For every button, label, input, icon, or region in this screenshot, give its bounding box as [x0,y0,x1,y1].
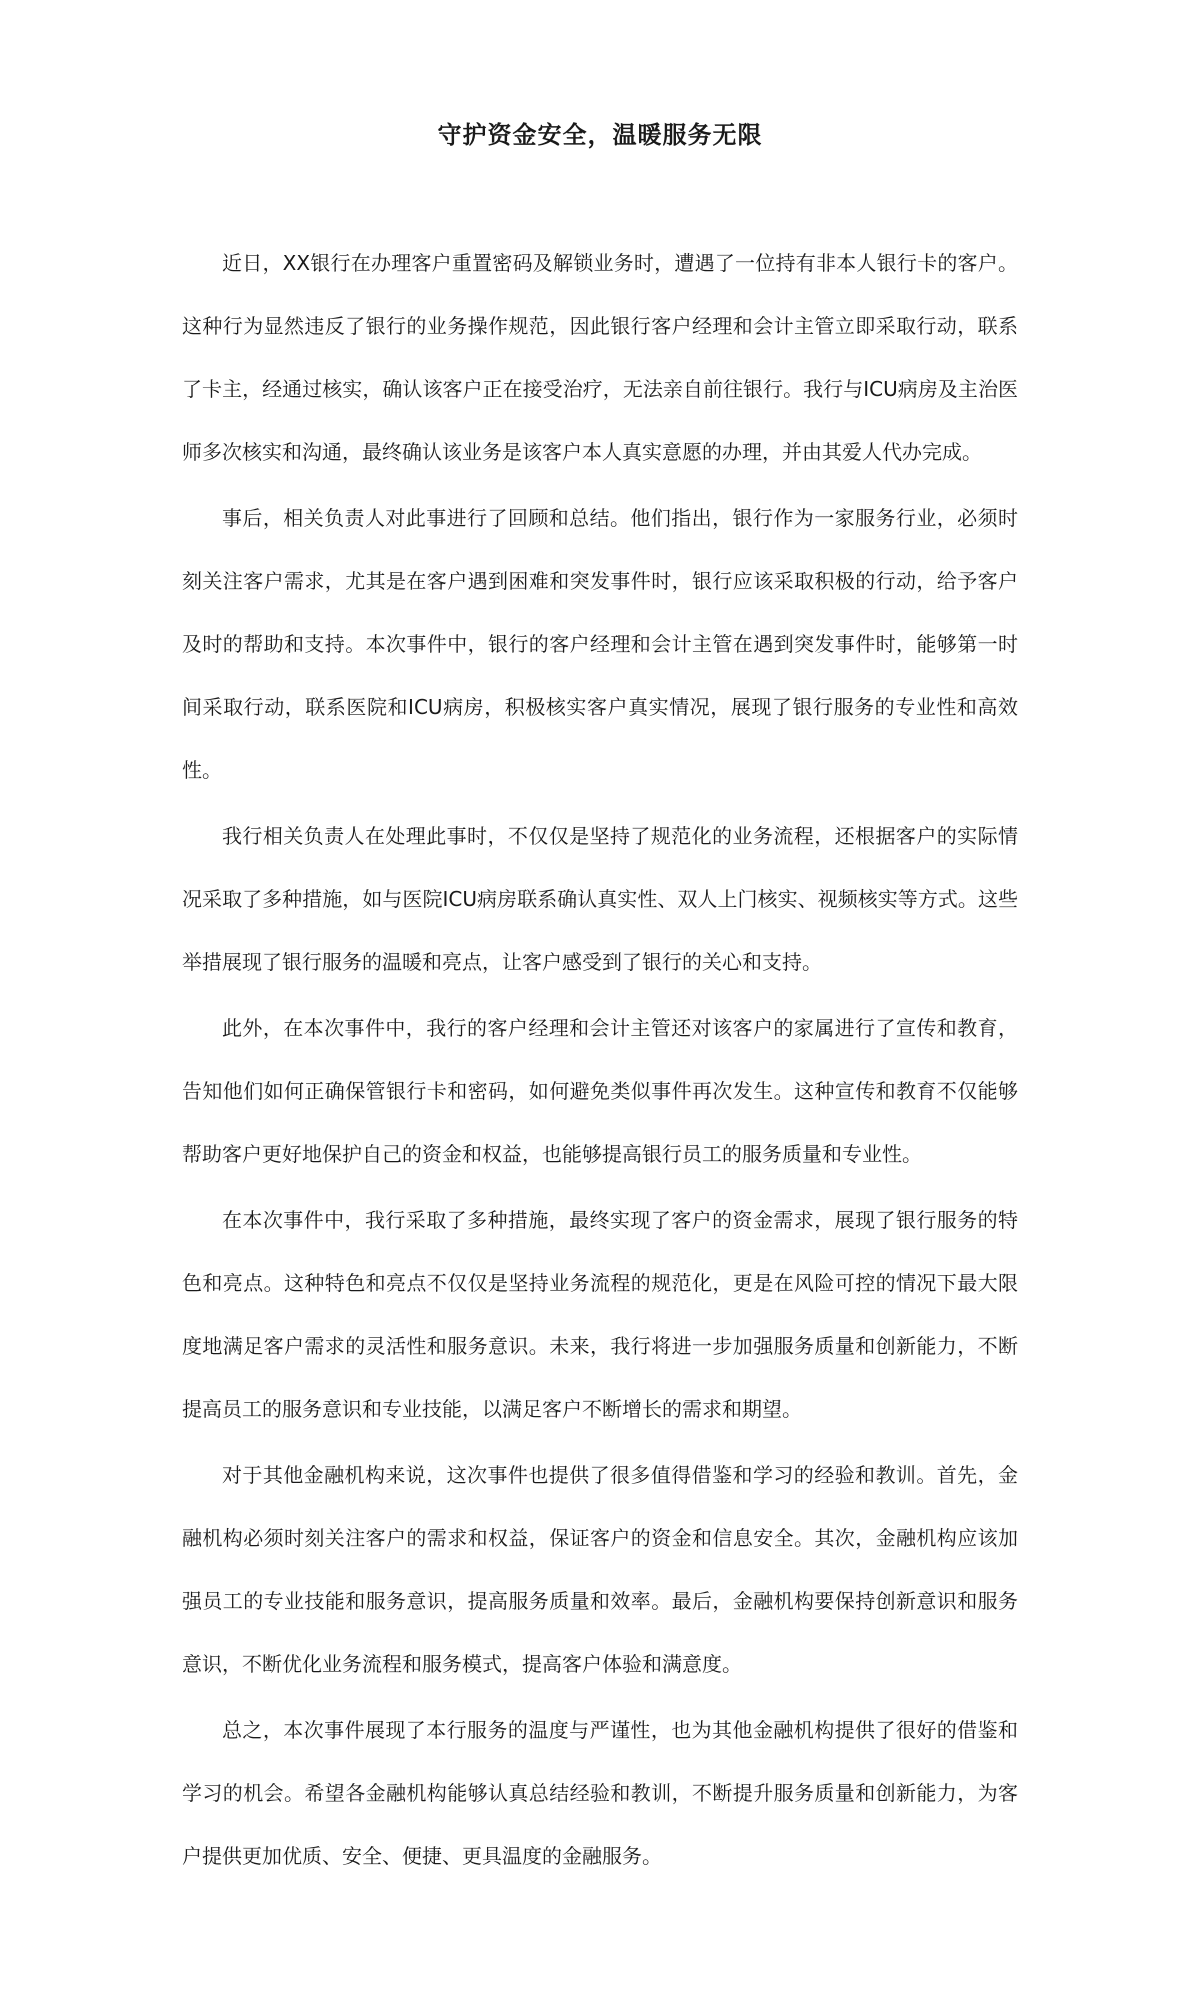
paragraph: 总之，本次事件展现了本行服务的温度与严谨性，也为其他金融机构提供了很好的借鉴和学习的机会。希望各金融机构能够认真总结经验和教训，不断提升服务质量和创新能力，为客户提供更加优质、安全、便捷、更具温度的金融服务。 [182,1718,1018,1868]
paragraph: 我行相关负责人在处理此事时，不仅仅是坚持了规范化的业务流程，还根据客户的实际情况采取了多种措施，如与医院ICU病房联系确认真实性、双人上门核实、视频核实等方式。这些举措展现了银行服务的温暖和亮点，让客户感受到了银行的关心和支持。 [182,824,1018,974]
paragraph: 事后，相关负责人对此事进行了回顾和总结。他们指出，银行作为一家服务行业，必须时刻关注客户需求，尤其是在客户遇到困难和突发事件时，银行应该采取积极的行动，给予客户及时的帮助和支持。本次事件中，银行的客户经理和会计主管在遇到突发事件时，能够第一时间采取行动，联系医院和ICU病房，积极核实客户真实情况，展现了银行服务的专业性和高效性。 [182,506,1018,782]
document-title: 守护资金安全，温暖服务无限 [437,121,763,149]
paragraph: 在本次事件中，我行采取了多种措施，最终实现了客户的资金需求，展现了银行服务的特色和亮点。这种特色和亮点不仅仅是坚持业务流程的规范化，更是在风险可控的情况下最大限度地满足客户需求的灵活性和服务意识。未来，我行将进一步加强服务质量和创新能力，不断提高员工的服务意识和专业技能，以满足客户不断增长的需求和期望。 [182,1208,1018,1421]
paragraph: 此外，在本次事件中，我行的客户经理和会计主管还对该客户的家属进行了宣传和教育，告知他们如何正确保管银行卡和密码，如何避免类似事件再次发生。这种宣传和教育不仅能够帮助客户更好地保护自己的资金和权益，也能够提高银行员工的服务质量和专业性。 [182,1016,1018,1166]
document-body [182,232,1018,1888]
paragraph: 对于其他金融机构来说，这次事件也提供了很多值得借鉴和学习的经验和教训。首先，金融机构必须时刻关注客户的需求和权益，保证客户的资金和信息安全。其次，金融机构应该加强员工的专业技能和服务意识，提高服务质量和效率。最后，金融机构要保持创新意识和服务意识，不断优化业务流程和服务模式，提高客户体验和满意度。 [182,1463,1018,1676]
paragraph: 近日，XX银行在办理客户重置密码及解锁业务时，遭遇了一位持有非本人银行卡的客户。这种行为显然违反了银行的业务操作规范，因此银行客户经理和会计主管立即采取行动，联系了卡主，经通过核实，确认该客户正在接受治疗，无法亲自前往银行。我行与ICU病房及主治医师多次核实和沟通，最终确认该业务是该客户本人真实意愿的办理，并由其爱人代办完成。 [182,251,1018,464]
